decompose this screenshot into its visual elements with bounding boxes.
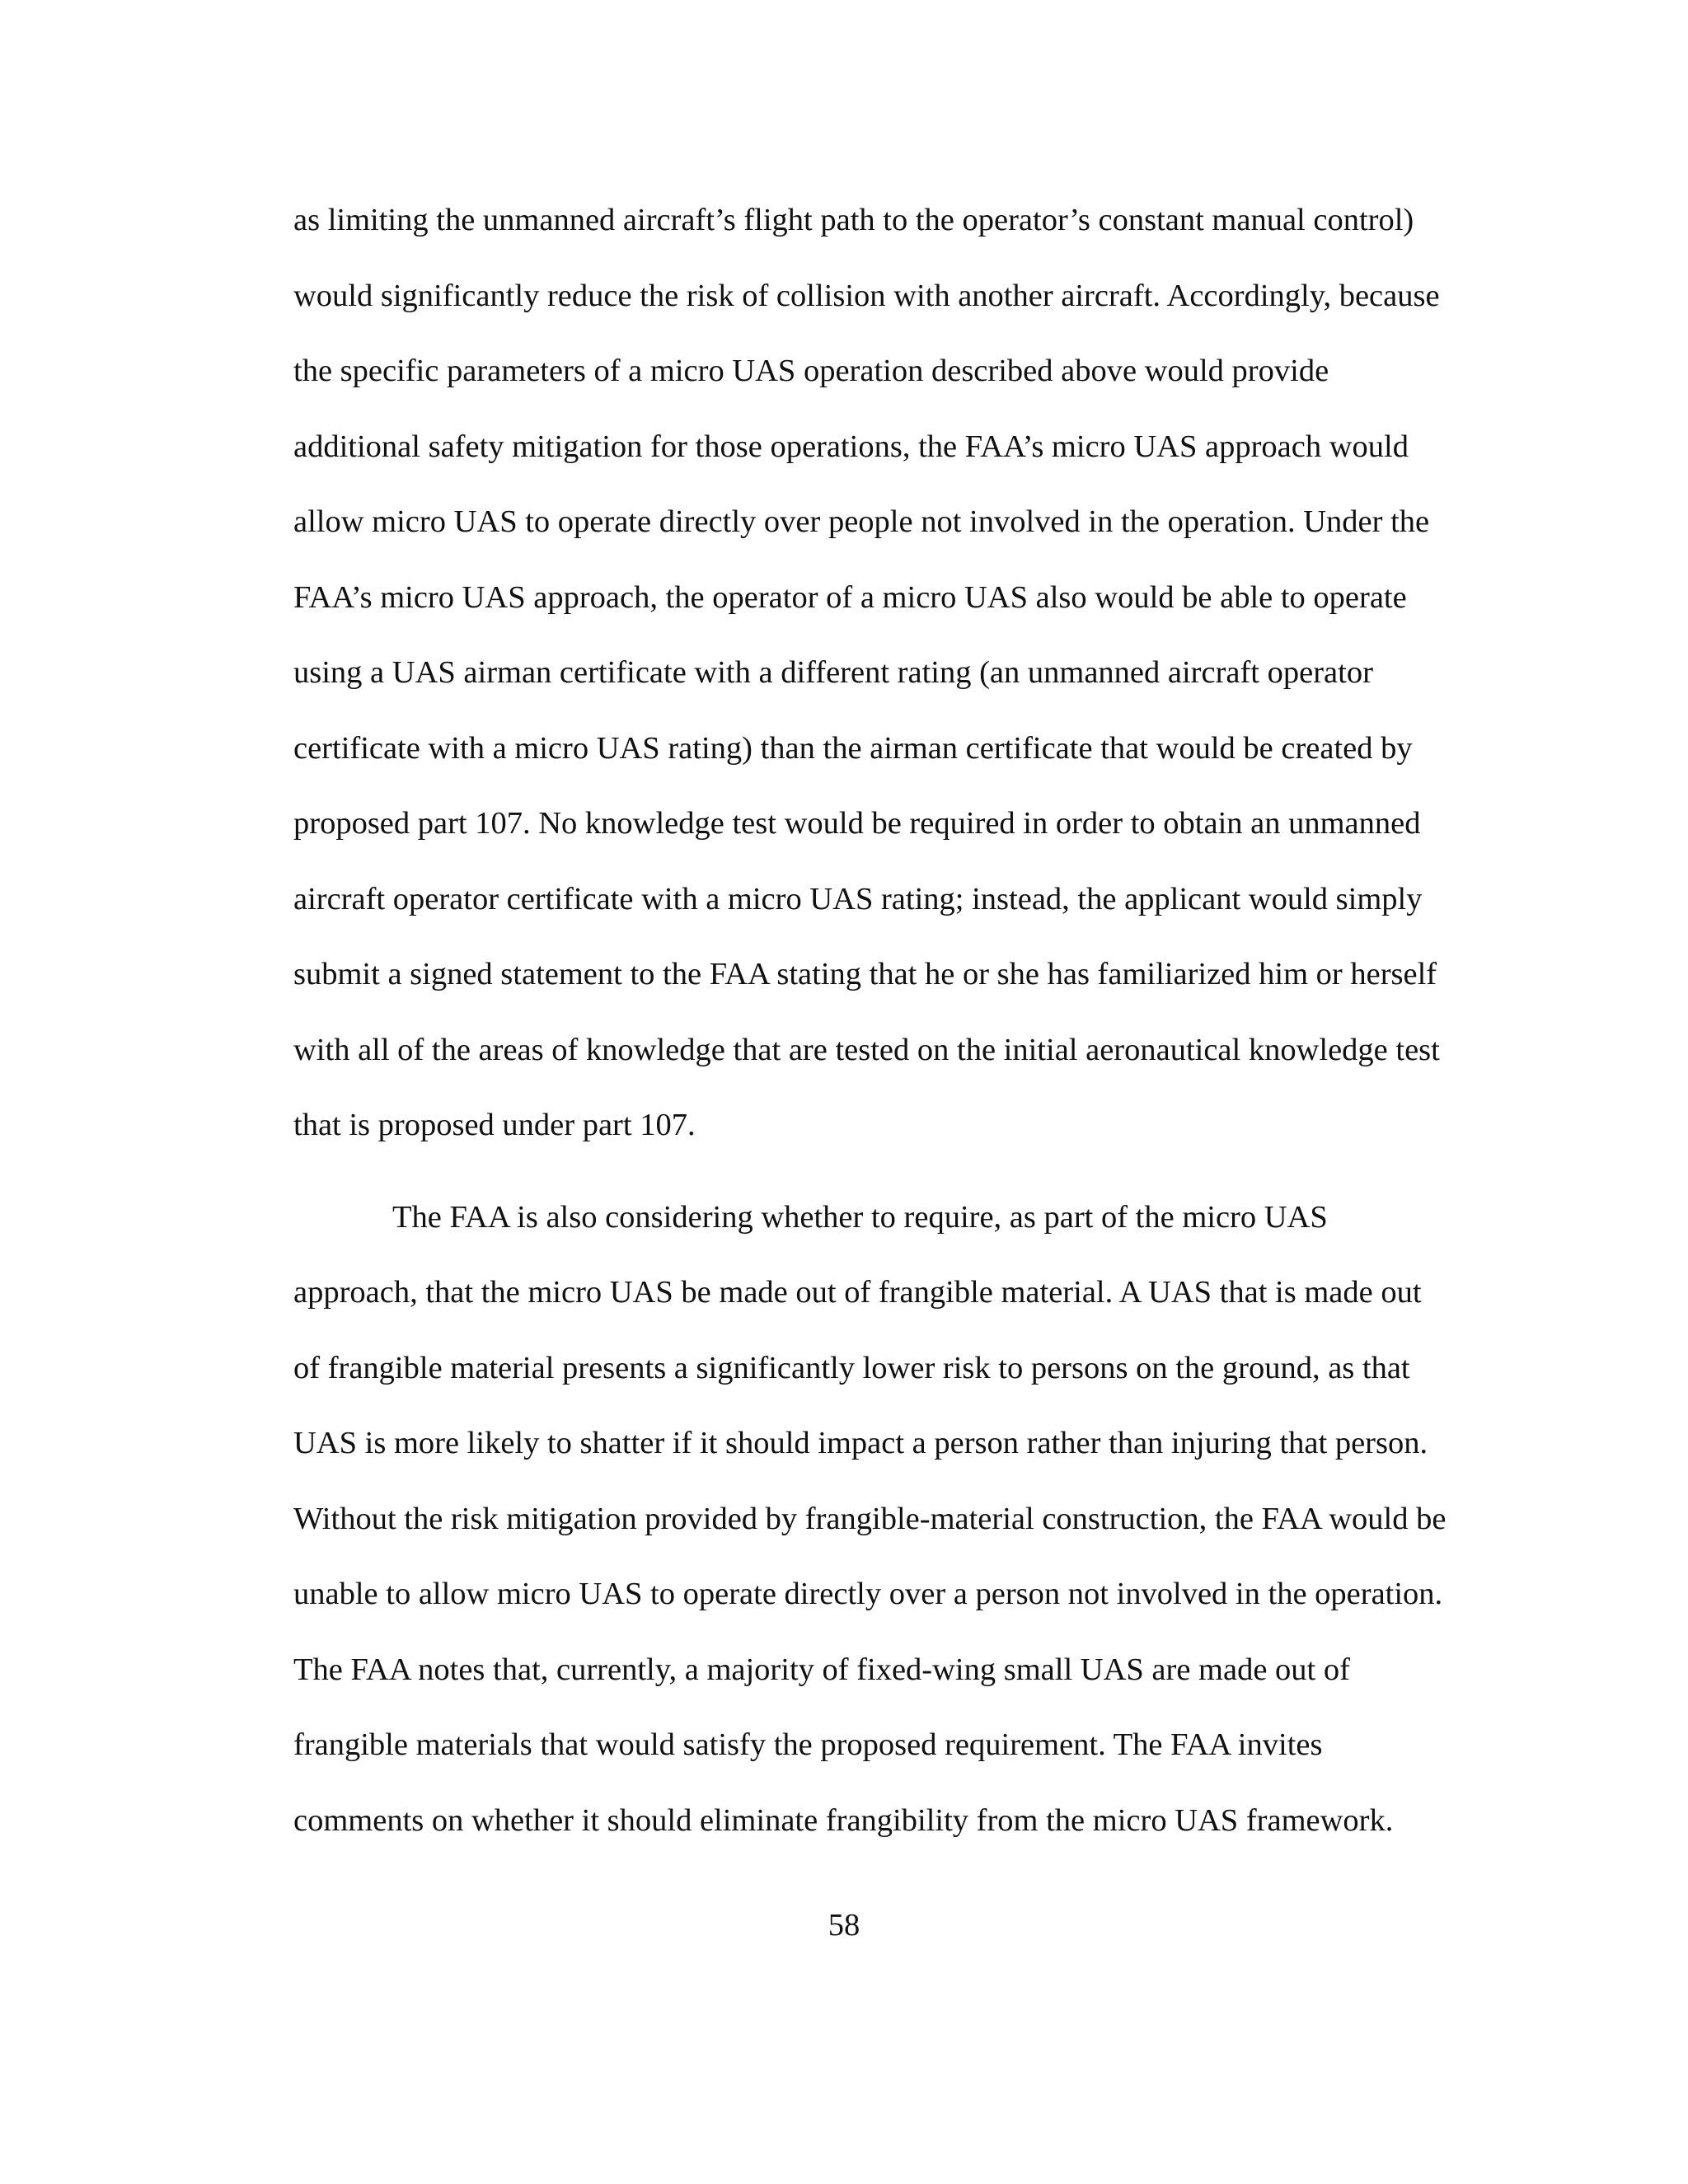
text-line: Without the risk mitigation provided by frangible-material construction, the FAA would be bbox=[293, 1501, 1447, 1536]
paragraph-2 bbox=[293, 1180, 1497, 1859]
text-line: The FAA notes that, currently, a majority of fixed-wing small UAS are made out of bbox=[293, 1652, 1350, 1687]
text-line: The FAA is also considering whether to require, as part of the micro UAS bbox=[392, 1199, 1328, 1235]
text-line: with all of the areas of knowledge that are tested on the initial aeronautical knowledge test bbox=[293, 1032, 1440, 1067]
text-line: frangible materials that would satisfy the proposed requirement. The FAA invites bbox=[293, 1727, 1323, 1762]
text-line: submit a signed statement to the FAA stating that he or she has familiarized him or herself bbox=[293, 957, 1437, 991]
text-line: of frangible material presents a significantly lower risk to persons on the ground, as that bbox=[293, 1350, 1410, 1385]
page-number: 58 bbox=[828, 1908, 860, 1943]
text-line: that is proposed under part 107. bbox=[293, 1108, 696, 1142]
text-line: UAS is more likely to shatter if it should impact a person rather than injuring that person. bbox=[293, 1426, 1428, 1460]
text-line: approach, that the micro UAS be made out of frangible material. A UAS that is made out bbox=[293, 1275, 1422, 1310]
text-line: allow micro UAS to operate directly over people not involved in the operation. Under the bbox=[293, 504, 1430, 539]
text-line: would significantly reduce the risk of collision with another aircraft. Accordingly, because bbox=[293, 278, 1440, 313]
text-line: aircraft operator certificate with a micro UAS rating; instead, the applicant would simply bbox=[293, 881, 1423, 916]
text-line: as limiting the unmanned aircraft’s flight path to the operator’s constant manual control) bbox=[293, 203, 1414, 237]
paragraph-spacer bbox=[293, 1164, 1497, 1180]
paragraph-1 bbox=[293, 183, 1497, 1164]
text-line: proposed part 107. No knowledge test would be required in order to obtain an unmanned bbox=[293, 806, 1421, 841]
text-line: using a UAS airman certificate with a different rating (an unmanned aircraft operator bbox=[293, 655, 1373, 690]
text-line: the specific parameters of a micro UAS operation described above would provide bbox=[293, 354, 1329, 388]
text-line: unable to allow micro UAS to operate directly over a person not involved in the operation. bbox=[293, 1577, 1443, 1611]
text-line: comments on whether it should eliminate frangibility from the micro UAS framework. bbox=[293, 1802, 1394, 1838]
body-text bbox=[293, 183, 1497, 1858]
text-line: certificate with a micro UAS rating) than the airman certificate that would be created by bbox=[293, 730, 1413, 766]
text-line: additional safety mitigation for those operations, the FAA’s micro UAS approach would bbox=[293, 429, 1409, 464]
text-line: FAA’s micro UAS approach, the operator of a micro UAS also would be able to operate bbox=[293, 579, 1407, 615]
